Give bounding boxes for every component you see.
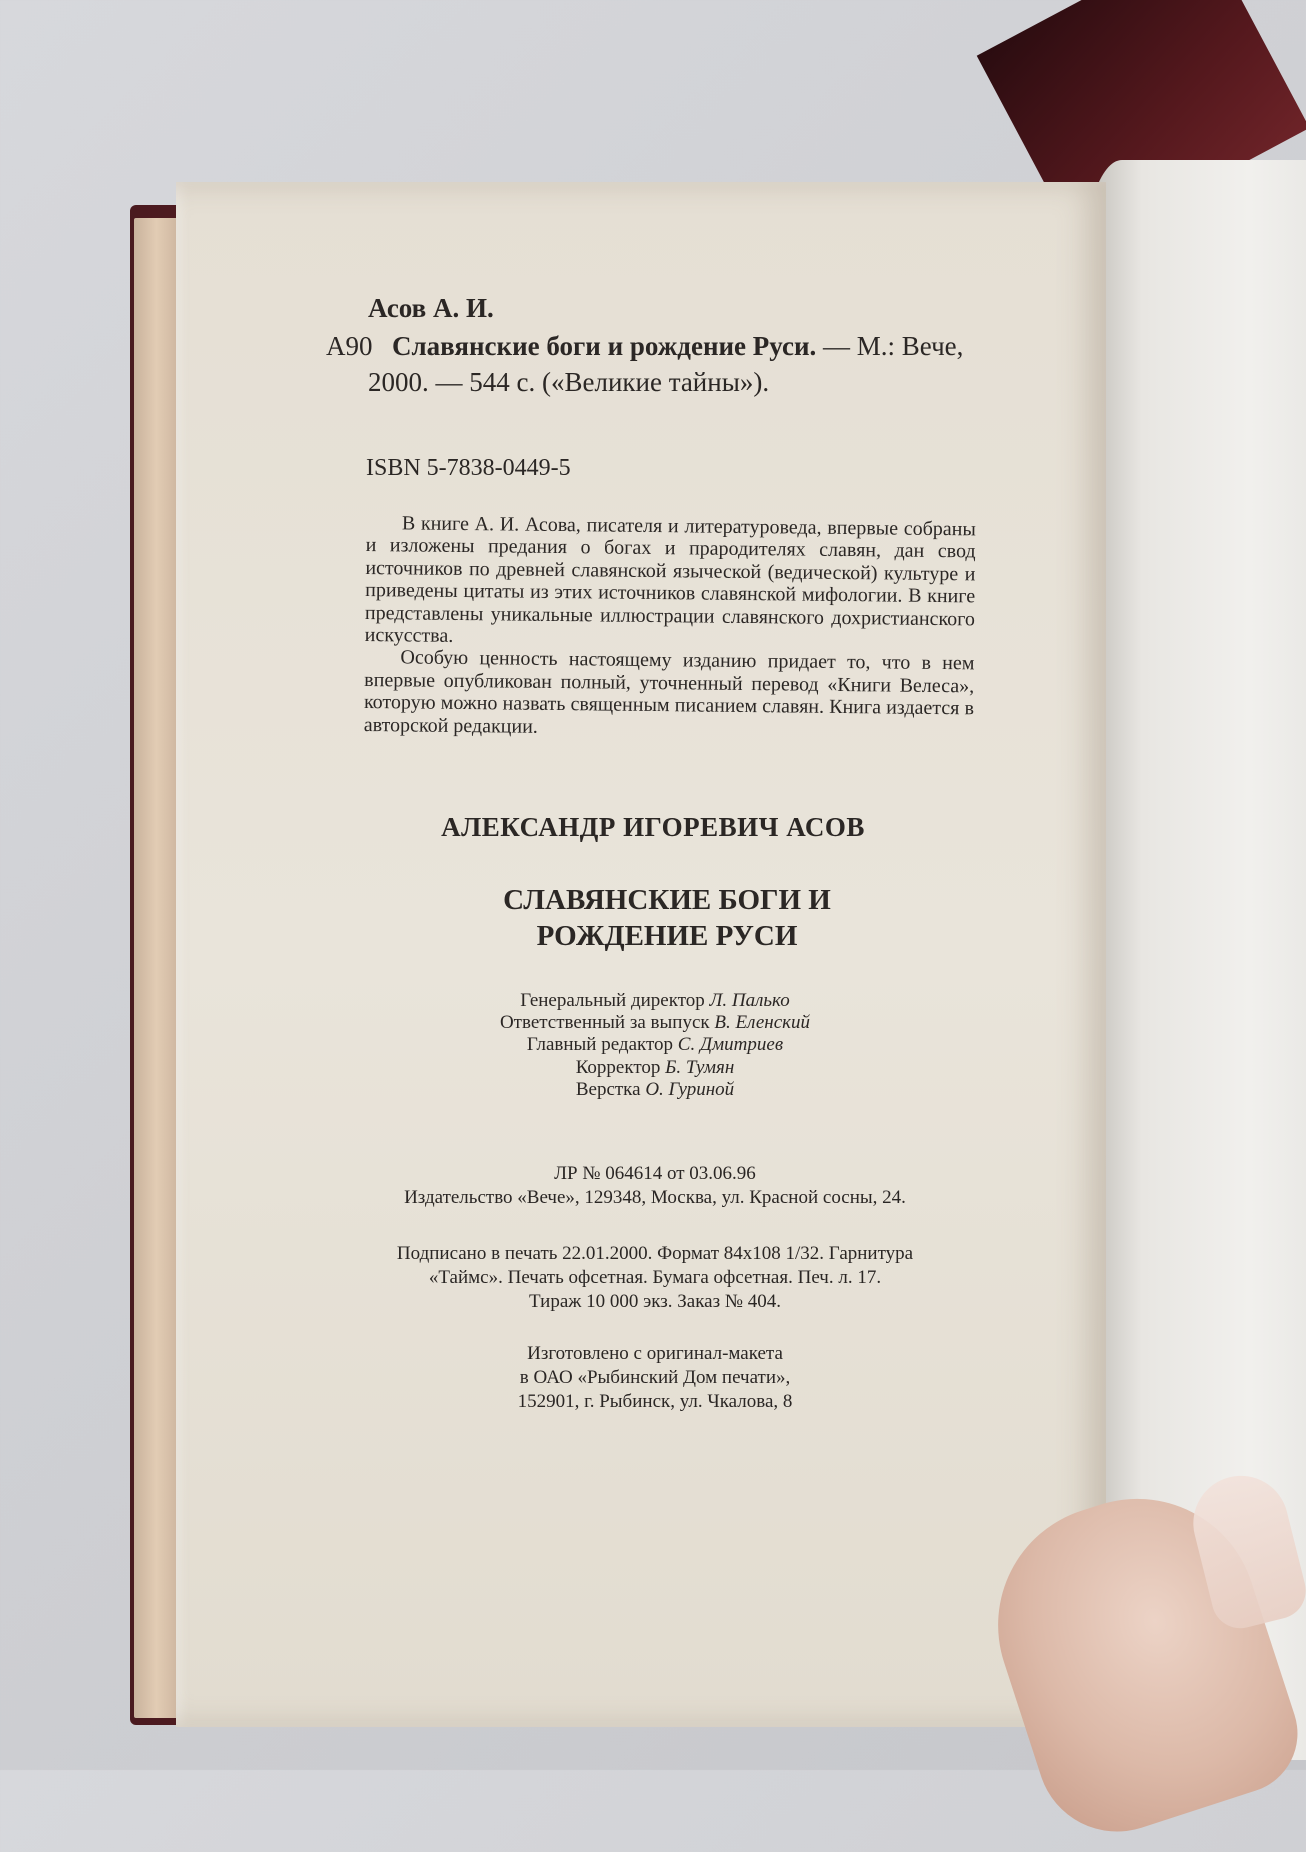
staff-row: [204, 1057, 1106, 1079]
imprint-line: Подписано в печать 22.01.2000. Формат 84x108 1/32. Гарнитура: [396, 1243, 914, 1264]
staff-role: Верстка: [575, 1078, 646, 1100]
page-stack-edge: [134, 218, 179, 1718]
annotation: [364, 512, 976, 742]
bibliography-title-line: [392, 332, 963, 360]
staff-row: [204, 1079, 1106, 1101]
printer-line: Изготовлено с оригинал-макета: [527, 1343, 783, 1364]
staff-name: С. Дмитриев: [677, 1034, 784, 1056]
staff-row: [204, 990, 1106, 1012]
annotation-paragraph: Особую ценность настоящему изданию придает то, что в нем впервые опубликован полный, уточненный перевод «Книги Велеса», которую можно назвать священным писанием славян. Книга издается в авторской редакции.: [363, 646, 975, 738]
book-title-line: РОЖДЕНИЕ РУСИ: [536, 920, 798, 952]
printer-line: 152901, г. Рыбинск, ул. Чкалова, 8: [517, 1391, 793, 1412]
imprint-info: [176, 1242, 1106, 1314]
staff-role: Главный редактор: [526, 1034, 678, 1056]
printer-line: в ОАО «Рыбинский Дом печати»,: [519, 1367, 791, 1388]
bibliography-author: Асов А. И.: [368, 293, 494, 323]
bibliography-title: Славянские боги и рождение Руси.: [392, 331, 817, 361]
printer-info: [176, 1342, 1106, 1414]
author-full-name: АЛЕКСАНДР ИГОРЕВИЧ АСОВ: [441, 812, 865, 842]
publisher-address: Издательство «Вече», 129348, Москва, ул. Красной сосны, 24.: [404, 1187, 906, 1208]
book-page: [176, 182, 1106, 1727]
catalog-code: А90: [326, 331, 373, 361]
license-number: ЛР № 064614 от 03.06.96: [554, 1163, 756, 1184]
book-title: [176, 882, 1132, 954]
staff-name: В. Еленский: [714, 1012, 811, 1034]
staff-name: Л. Палько: [709, 990, 790, 1011]
staff-role: Ответственный за выпуск: [499, 1012, 715, 1034]
staff-row: [204, 1012, 1106, 1034]
imprint-line: «Таймс». Печать офсетная. Бумага офсетная. Печ. л. 17.: [428, 1267, 882, 1288]
book-title-line: СЛАВЯНСКИЕ БОГИ И: [503, 884, 831, 916]
imprint-line: Тираж 10 000 экз. Заказ № 404.: [529, 1291, 781, 1312]
staff-role: Генеральный директор: [520, 990, 710, 1011]
license-info: [176, 1162, 1106, 1210]
staff-name: О. Гуриной: [645, 1078, 735, 1100]
bibliography-publisher: — М.: Вече,: [816, 331, 964, 361]
staff-list: [176, 990, 1106, 1101]
staff-row: [204, 1034, 1106, 1056]
annotation-paragraph: В книге А. И. Асова, писателя и литературоведа, впервые собраны и изложены предания о богах и прародителях славян, дан свод источников по древней славянской языческой (ведической) культуре и приведены цитаты из этих источников славянской мифологии. В книге представлены уникальные иллюстрации славянского дохристианского искусства.: [364, 512, 976, 647]
bibliography-details: 2000. — 544 с. («Великие тайны»).: [368, 367, 770, 397]
staff-role: Корректор: [575, 1056, 666, 1078]
staff-name: Б. Тумян: [665, 1056, 735, 1078]
isbn: ISBN 5-7838-0449-5: [366, 455, 571, 481]
